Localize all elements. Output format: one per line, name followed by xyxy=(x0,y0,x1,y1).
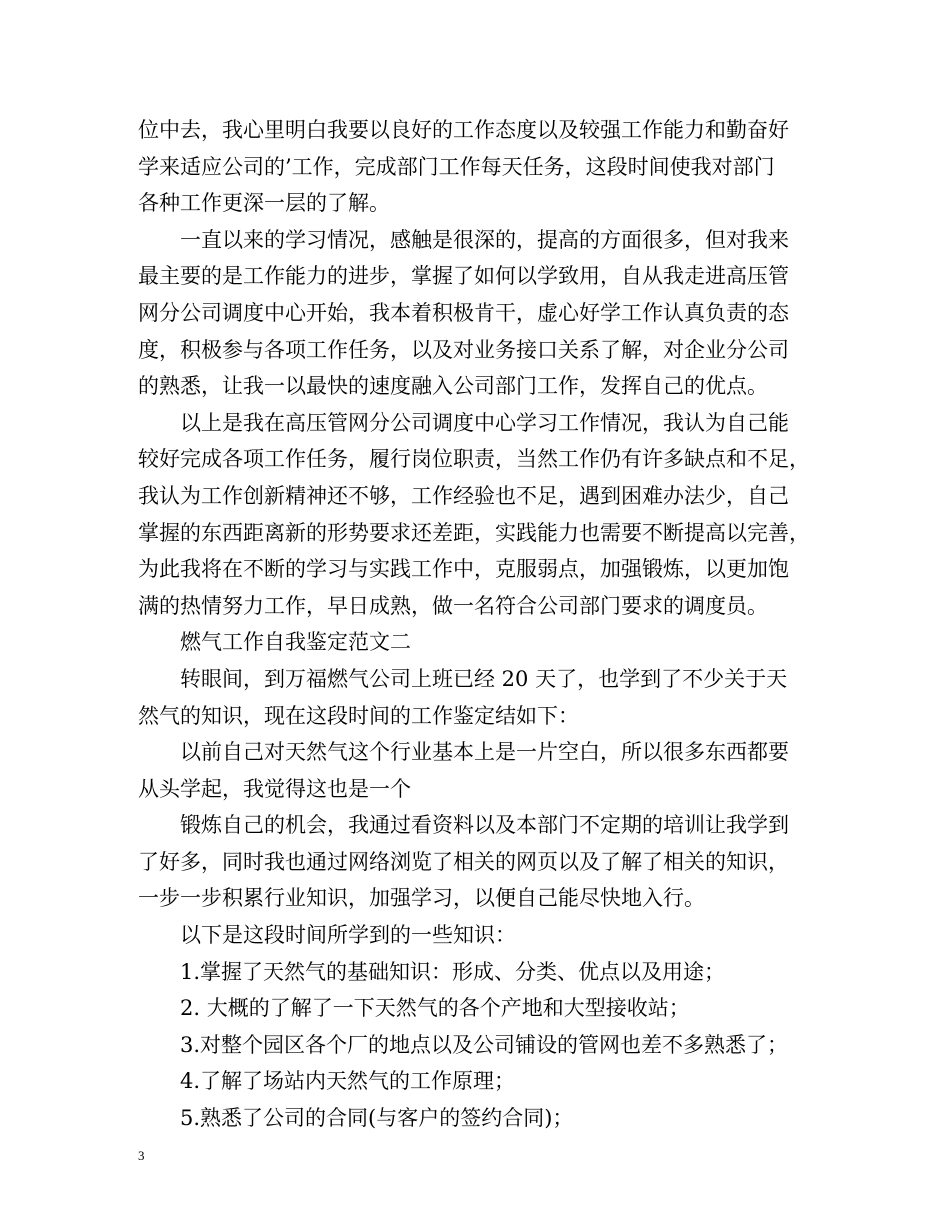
text-line: 以下是这段时间所学到的一些知识： xyxy=(180,923,516,948)
text-line: 以上是我在高压管网分公司调度中心学习工作情况，我认为自己能 xyxy=(180,410,789,435)
text-line: 为此我将在不断的学习与实践工作中，克服弱点，加强锻炼，以更加饱 xyxy=(138,557,789,582)
text-line: 掌握的东西距离新的形势要求还差距，实践能力也需要不断提高以完善， xyxy=(138,520,810,545)
text-line: 以前自己对天然气这个行业基本上是一片空白，所以很多东西都要 xyxy=(180,740,789,765)
text-line: 的熟悉，让我一以最快的速度融入公司部门工作，发挥自己的优点。 xyxy=(138,374,768,399)
text-line: 2. 大概的了解了一下天然气的各个产地和大型接收站； xyxy=(180,996,690,1021)
text-line: 较好完成各项工作任务，履行岗位职责，当然工作仍有许多缺点和不足， xyxy=(138,447,810,472)
text-line: 锻炼自己的机会，我通过看资料以及本部门不定期的培训让我学到 xyxy=(180,813,789,838)
text-line: 转眼间，到万福燃气公司上班已经 20 天了，也学到了不少关于天 xyxy=(180,666,788,691)
text-line: 最主要的是工作能力的进步，掌握了如何以学致用，自从我走进高压管 xyxy=(138,264,789,289)
text-line: 4.了解了场站内天然气的工作原理； xyxy=(180,1069,516,1094)
text-line: 各种工作更深一层的了解。 xyxy=(138,191,390,216)
text-line: 1.掌握了天然气的基础知识：形成、分类、优点以及用途； xyxy=(180,959,726,984)
text-line: 燃气工作自我鉴定范文二 xyxy=(180,630,411,655)
text-line: 然气的知识，现在这段时间的工作鉴定结如下： xyxy=(138,703,579,728)
text-line: 网分公司调度中心开始，我本着积极肯干，虚心好学工作认真负责的态 xyxy=(138,300,789,325)
text-line: 5.熟悉了公司的合同(与客户的签约合同)； xyxy=(180,1106,574,1131)
text-line: 我认为工作创新精神还不够，工作经验也不足，遇到困难办法少，自己 xyxy=(138,483,789,508)
text-line: 位中去，我心里明白我要以良好的工作态度以及较强工作能力和勤奋好 xyxy=(138,118,789,142)
document-body xyxy=(138,112,828,1137)
text-line: 度，积极参与各项工作任务，以及对业务接口关系了解，对企业分公司 xyxy=(138,337,789,362)
text-line: 一直以来的学习情况，感触是很深的，提高的方面很多，但对我来 xyxy=(180,227,789,252)
page-number: 3 xyxy=(138,1148,145,1163)
text-line: 满的热情努力工作，早日成熟，做一名符合公司部门要求的调度员。 xyxy=(138,593,768,618)
text-line: 一步一步积累行业知识，加强学习，以便自己能尽快地入行。 xyxy=(138,886,705,911)
text-line: 从头学起，我觉得这也是一个 xyxy=(138,776,411,801)
text-line: 学来适应公司的’工作，完成部门工作每天任务，这段时间使我对部门 xyxy=(138,154,775,179)
text-line: 3.对整个园区各个厂的地点以及公司铺设的管网也差不多熟悉了； xyxy=(180,1032,789,1057)
text-line: 了好多，同时我也通过网络浏览了相关的网页以及了解了相关的知识， xyxy=(138,849,789,874)
